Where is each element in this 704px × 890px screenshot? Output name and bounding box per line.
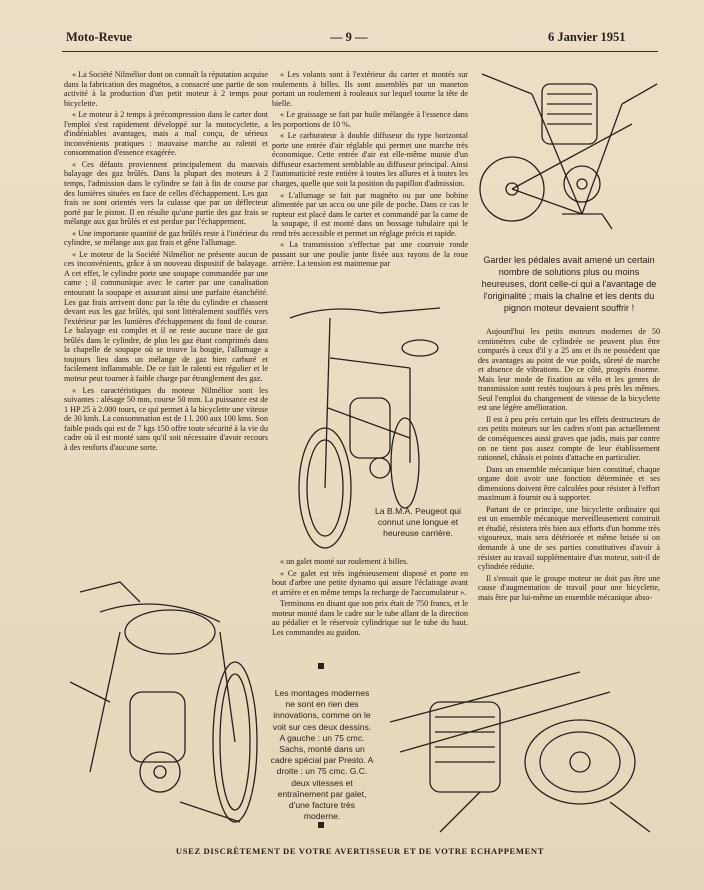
paragraph: « Une importante quantité de gaz brûlés reste à l'intérieur du cylindre, se mélange aux gaz frais et gêne l'allumage. xyxy=(64,228,268,248)
magazine-title: Moto-Revue xyxy=(66,30,132,44)
paragraph: Partant de ce principe, une bicyclette ordinaire qui est un ensemble mécanique merveilleusement construit et étudié, résistera très bien aux efforts d'un homme très vigoureux, mais sera détériorée et même brisée si on demande à une de ses parties constitutives d'avoir à résister au travail supplémentaire d'un moteur, soit-il de cylindrée réduite. xyxy=(478,504,660,572)
paragraph: « un galet monté sur roulement à billes. xyxy=(280,557,409,566)
footer-slogan: USEZ DISCRÈTEMENT DE VOTRE AVERTISSEUR ET DE VOTRE ECHAPPEMENT xyxy=(175,846,545,856)
paragraph: « Les caractéristiques du moteur Nilmélior sont les suivantes : alésage 50 mm, course 50 mm. La puissance est de 1 HP 25 à 2.000 tours, ce qui permet à la bicyclette une vitesse de 30 kmh. La consommation est de 1 l. 200 aux 100 kms. Son faible poids qui est de 7 kgs 150 offre toute sécurité à la vie du cadre où il est monté sans qu'il soit nécessaire d'avoir recours à des renforts d'aucune sorte. xyxy=(64,385,268,452)
header-rule xyxy=(62,51,658,52)
article-column-1 xyxy=(64,70,268,454)
section-separator xyxy=(318,663,324,669)
paragraph: « Ces défauts proviennent principalement du mauvais balayage des gaz brûlés. Dans la plupart des moteurs à 2 temps, l'admission dans le cylindre se fait à fin de course par des lumières situées en face de celles d'échappement. Les gaz frais ne sont orientés vers la culasse que par un déflecteur porté par le piston. Il en résulte qu'une partie des gaz frais se mélange aux gaz brûlés et est perdue par l'échappement. xyxy=(64,159,268,227)
paragraph: « Ce galet est très ingénieusement disposé et porte en bout d'arbre une petite dynamo qui assure l'éclairage avant et arrière et en même temps la recharge de l'accumulateur ». xyxy=(272,568,468,597)
paragraph: « Le moteur à 2 temps à précompression dans le carter dont l'emploi s'est rapidement développé sur la motocyclette, a d'indéniables avantages, mais a mal conçu, de sérieux inconvénients pratiques : mauvaise marche au ralenti et consommation d'essence exagérée. xyxy=(64,110,268,158)
paragraph: Aujourd'hui les petits moteurs modernes de 50 centimètres cube de cylindrée ne peuvent plus être comparés à ceux d'il y a 25 ans et ils ne possèdent que des avantages au point de vue poids, sûreté de marche et absence de vibrations. De ce côté, progrès énorme. Mais leur mode de fixation au vélo et les genres de transmission sont restés toujours à peu près les mêmes. Seul l'emploi du changement de vitesse de la bicyclette est une légère amélioration. xyxy=(478,327,660,413)
paragraph: Il est à peu près certain que les effets destructeurs de ces petits moteurs sur les cadres n'ont pas actuellement de conséquences aussi graves que jadis, mais par contre on ne tient pas assez compte de leur établissement rationnel, châssis et points d'attache en particulier. xyxy=(478,414,660,463)
paragraph: Dans un ensemble mécanique bien constitué, chaque organe doit avoir une fonction déterminée et ses dimensions doivent être calculées pour résister à l'effort maximum à fournir ou à supporter. xyxy=(478,464,660,503)
caption-modern-montages: Les montages modernes ne sont en rien des innovations, comme on le voit sur ces deux dessins. A gauche : un 75 cmc. Sachs, monté dans un cadre spécial par Presto. A droite : un 75 cmc. G.C. deux vitesses et entraînement par galet, d'une facture très moderne. xyxy=(270,688,374,822)
paragraph: « Le graissage se fait par huile mélangée à l'essence dans les porportions de 10 %. xyxy=(272,110,468,129)
caption-pedals: Garder les pédales avait amené un certain nombre de solutions plus ou moins heureuses, dont celle-ci qui a l'avantage de l'originalité ; mais la chaîne et les dents du pignon moteur devaient souffrir ! xyxy=(481,255,657,313)
caption-bma-peugeot: La B.M.A. Peugeot qui connut une longue et heureuse carrière. xyxy=(375,506,461,539)
paragraph: Terminons en disant que son prix était de 750 francs, et le moteur monté dans le cadre sur le tube allant de la direction au pédalier et le réservoir cylindrique sur le tube du haut. Les commandes au guidon. xyxy=(272,599,468,637)
paragraph: « Le carburateur à double diffuseur du type horizontal porte une entrée d'air réglable qui permet une marche très économique. Cette entrée d'air est elle-même munie d'un diffuseur exactement semblable au diffuseur principal. Ainsi l'automaticité reste entière à toutes les allures et à toutes les charges, quelle que soit la position du papillon d'admission. xyxy=(272,131,468,189)
sachs-presto-illustration xyxy=(60,572,265,842)
paragraph: « La Société Nilmélior dont on connaît la réputation acquise dans la fabrication des magnétos, a consacré une partie de son activité à la production d'un petit moteur à 2 temps pour bicyclette. xyxy=(64,70,268,108)
paragraph: « Les volants sont à l'extérieur du carter et montés sur roulements à billes. Ils sont assemblés par un maneton portant un roulement à rouleaux sur lequel tourne la tête de bielle. xyxy=(272,70,468,108)
section-separator xyxy=(318,822,324,828)
pedal-engine-illustration xyxy=(472,64,662,244)
gc-engine-illustration xyxy=(380,662,662,840)
issue-date: 6 Janvier 1951 xyxy=(548,30,626,44)
article-column-2 xyxy=(272,70,468,271)
paragraph: « L'allumage se fait par magnéto ou par une bobine alimentée par un accu ou une pile de poche. Dans ce cas le rupteur est placé dans le carter et commandé par la came de la soupape, il est monté dans un bossage tubulaire qui le rend très accessible et permet un réglage précis et rapide. xyxy=(272,190,468,238)
paragraph: « La transmission s'effectue par une courroie ronde passant sur une poulie jante fixée aux rayons de la roue arrière. La tension est maintenue par xyxy=(272,240,468,269)
page-number: — 9 — xyxy=(330,30,368,44)
article-column-3 xyxy=(478,327,660,604)
paragraph: Il s'ensuit que le groupe moteur ne doit pas être une cause d'augmentation de travail pour une bicyclette, mais être par lui-même un ensemble mécanique abso- xyxy=(478,573,660,602)
article-column-2-continued xyxy=(272,557,468,639)
paragraph: « Le moteur de la Société Nilmélior ne présente aucun de ces inconvénients, grâce à un nouveau dispositif de balayage. A cet effet, le cylindre porte une soupape commandée par une came ; il communique avec le carter par une canalisation entourant la soupape et assurant ainsi une parfaite étanchéité. Les gaz frais arrivent donc par la tête du cylindre et chassent devant eux les gaz brûlés, qui sont littéralement soufflés vers l'extérieur par les lumières d'échappement du fond de course. Le balayage est complet et il ne reste aucune trace de gaz brûlés dans le cylindre, de plus les gaz étant comprimés dans la chapelle de soupape où se trouve la bougie, l'allumage a toujours lieu dans un mélange de gaz bien carburé et facilement inflammable. De ce fait le ralenti est régulier et le moteur peut tourner à faible charge par étranglement des gaz. xyxy=(64,249,268,383)
